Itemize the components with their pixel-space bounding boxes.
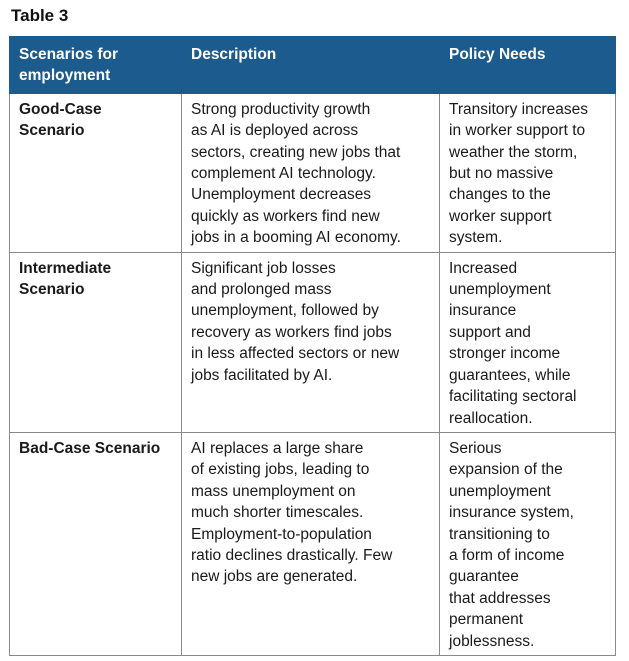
cell-line: quickly as workers find new <box>191 207 380 225</box>
cell-line: Increased <box>449 259 518 277</box>
cell-line: unemployment <box>449 482 551 500</box>
cell-line: weather the storm, <box>449 143 578 161</box>
cell-line: ratio declines drastically. Few <box>191 546 393 564</box>
header-line: employment <box>19 67 111 85</box>
cell-line: in worker support to <box>449 122 586 140</box>
cell-line: recovery as workers find jobs <box>191 323 392 341</box>
scenario-cell <box>10 93 182 252</box>
cell-line: unemployment, followed by <box>191 302 379 320</box>
header-description <box>182 37 440 94</box>
cell-line: facilitating sectoral <box>449 388 577 406</box>
cell-line: of existing jobs, leading to <box>191 461 370 479</box>
cell-line: as AI is deployed across <box>191 122 359 140</box>
cell-line: joblessness. <box>449 632 535 650</box>
table-header-row <box>10 37 616 94</box>
cell-line: Scenario <box>19 281 85 299</box>
cell-line: that addresses <box>449 589 551 607</box>
cell-line: and prolonged mass <box>191 281 332 299</box>
scenario-cell <box>10 252 182 432</box>
cell-line: Unemployment decreases <box>191 186 372 204</box>
cell-line: stronger income <box>449 345 561 363</box>
table-row <box>10 252 616 432</box>
table-caption: Table 3 <box>11 6 69 25</box>
cell-line: insurance <box>449 302 517 320</box>
cell-line: guarantee <box>449 568 519 586</box>
cell-line: jobs facilitated by AI. <box>191 366 333 384</box>
cell-line: in less affected sectors or new <box>191 345 400 363</box>
cell-line: Scenario <box>19 122 85 140</box>
cell-line: jobs in a booming AI economy. <box>191 229 401 247</box>
cell-line: mass unemployment on <box>191 482 356 500</box>
header-line: Scenarios for <box>19 46 119 63</box>
cell-line: Transitory increases <box>449 100 588 118</box>
cell-line: permanent <box>449 611 524 629</box>
cell-line: Serious <box>449 439 502 457</box>
cell-line: new jobs are generated. <box>191 568 358 586</box>
cell-line: Employment-to-population <box>191 525 372 543</box>
cell-line: expansion of the <box>449 461 563 479</box>
scenario-cell <box>10 432 182 655</box>
cell-line: sectors, creating new jobs that <box>191 143 401 161</box>
table-row <box>10 93 616 252</box>
scenarios-table <box>9 36 616 656</box>
header-policy-needs <box>440 37 616 94</box>
policy-cell <box>440 432 616 655</box>
cell-line: system. <box>449 229 503 247</box>
description-cell <box>182 432 440 655</box>
cell-line: changes to the <box>449 186 551 204</box>
table-row <box>10 432 616 655</box>
cell-line: reallocation. <box>449 409 533 427</box>
description-cell <box>182 93 440 252</box>
cell-line: complement AI technology. <box>191 165 376 183</box>
cell-line: much shorter timescales. <box>191 504 364 522</box>
cell-line: Significant job losses <box>191 259 336 277</box>
header-line: Policy Needs <box>449 46 546 63</box>
cell-line: support and <box>449 323 531 341</box>
policy-cell <box>440 252 616 432</box>
header-scenarios <box>10 37 182 94</box>
cell-line: a form of income <box>449 546 565 564</box>
cell-line: guarantees, while <box>449 366 571 384</box>
cell-line: but no massive <box>449 165 554 183</box>
header-line: Description <box>191 46 277 63</box>
cell-line: worker support <box>449 207 552 225</box>
cell-line: Bad-Case Scenario <box>19 439 161 457</box>
cell-line: Good-Case <box>19 100 102 118</box>
cell-line: Strong productivity growth <box>191 100 371 118</box>
cell-line: transitioning to <box>449 525 550 543</box>
cell-line: unemployment <box>449 281 551 299</box>
description-cell <box>182 252 440 432</box>
cell-line: Intermediate <box>19 259 112 277</box>
cell-line: AI replaces a large share <box>191 439 364 457</box>
policy-cell <box>440 93 616 252</box>
cell-line: insurance system, <box>449 504 574 522</box>
